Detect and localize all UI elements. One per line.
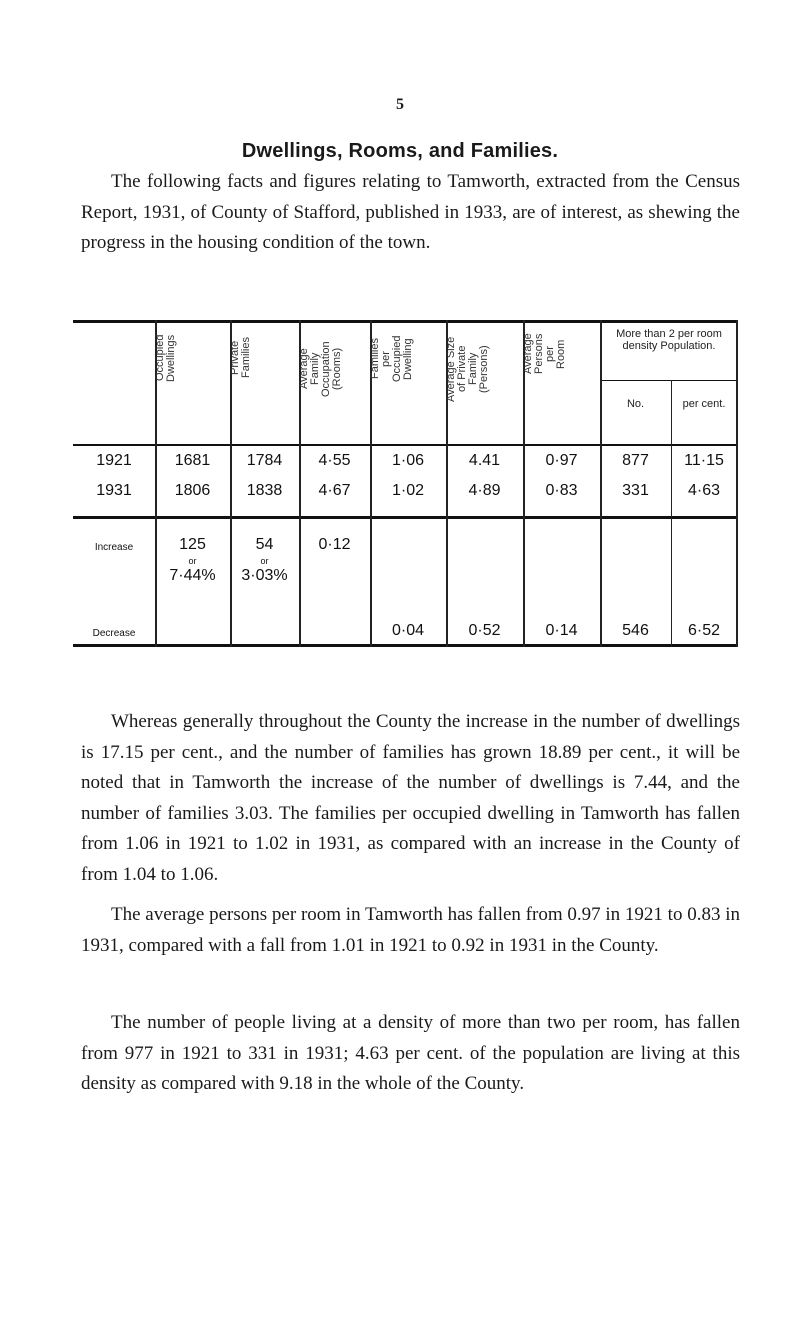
- table-cell: 877: [622, 452, 649, 469]
- page-number: 5: [396, 96, 404, 113]
- body-paragraph: Whereas generally throughout the County the increase in the number of dwellings is 17.15 per cent., and the number of families has grown 18.89 per cent., it will be noted that in Tamworth the increase of the number of dwellings is 7.44, and the number of families 3.03. The families per occupied dwelling in Tamworth has fallen from 1.06 in 1921 to 1.02 in 1931, as compared with an increase in the County of from 1.04 to 1.06.: [81, 711, 740, 885]
- column-header: Families per Occupied Dwelling: [369, 335, 414, 383]
- table-cell: 4·67: [318, 482, 351, 499]
- table-cell: 546: [622, 622, 649, 639]
- table-cell: 0·52: [468, 622, 501, 639]
- table-cell: 3·03%: [241, 567, 288, 584]
- table-cell: 54: [255, 536, 274, 553]
- or-label: or: [188, 556, 197, 566]
- row-label-1921: 1921: [96, 452, 132, 469]
- table-cell: 1838: [246, 482, 283, 499]
- table-cell: 331: [622, 482, 649, 499]
- table-cell: 0·14: [545, 622, 578, 639]
- table-cell: 0·12: [318, 536, 351, 553]
- sub-header-no: No.: [626, 398, 645, 410]
- table-rule-subheader: [600, 380, 738, 381]
- row-label-increase: Increase: [94, 542, 134, 553]
- column-header: Average Persons per Room: [522, 333, 567, 375]
- table-cell: 6·52: [687, 622, 721, 639]
- or-label: or: [260, 556, 269, 566]
- body-paragraph: The number of people living at a density of more than two per room, has fallen from 977 in 1921 to 331 in 1931; 4.63 per cent. of the population are living at this density as compared with 9.18 in the whole of the County.: [81, 1012, 740, 1094]
- intro-paragraph: The following facts and figures relating to Tamworth, extracted from the Census Report, 1931, of County of Stafford, published in 1933, are of interest, as shewing the progress in the housing condition of the town.: [81, 171, 740, 253]
- sub-header-percent: per cent.: [682, 398, 726, 410]
- table-rule-header-bottom: [73, 444, 738, 446]
- table-col-divider: [671, 380, 672, 647]
- page-heading: Dwellings, Rooms, and Families.: [241, 140, 559, 162]
- table-cell: 1806: [174, 482, 211, 499]
- table-cell: 7·44%: [169, 567, 216, 584]
- table-cell: 0·97: [545, 452, 578, 469]
- group-header: More than 2 per room density Population.: [616, 328, 722, 352]
- table-cell: 1·06: [391, 452, 425, 469]
- column-header: Occupied Dwellings: [154, 334, 177, 382]
- table-cell: 11·15: [684, 452, 724, 469]
- table-rule-data-bottom: [73, 516, 738, 519]
- table-cell: 125: [179, 536, 206, 553]
- table-col-divider: [736, 320, 738, 647]
- table-cell: 1·02: [391, 482, 425, 499]
- column-header: Private Families: [229, 337, 252, 379]
- table-cell: 4·63: [687, 482, 721, 499]
- column-header: Average Size of Private Family (Persons): [445, 336, 490, 402]
- table-cell: 1681: [174, 452, 211, 469]
- table-cell: 0·04: [391, 622, 425, 639]
- row-label-decrease: Decrease: [92, 628, 136, 639]
- table-cell: 4.41: [468, 452, 501, 469]
- table-rule-top: [73, 320, 738, 323]
- table-cell: 4·89: [468, 482, 501, 499]
- table-cell: 4·55: [318, 452, 351, 469]
- table-cell: 0·83: [545, 482, 578, 499]
- column-header: Average Family Occupation (Rooms): [298, 341, 343, 397]
- table-cell: 1784: [246, 452, 283, 469]
- row-label-1931: 1931: [96, 482, 132, 499]
- body-paragraph: The average persons per room in Tamworth has fallen from 0.97 in 1921 to 0.83 in 1931, compared with a fall from 1.01 in 1921 to 0.92 in 1931 in the County.: [81, 904, 740, 956]
- table-rule-bottom: [73, 644, 738, 647]
- census-table: [73, 320, 738, 647]
